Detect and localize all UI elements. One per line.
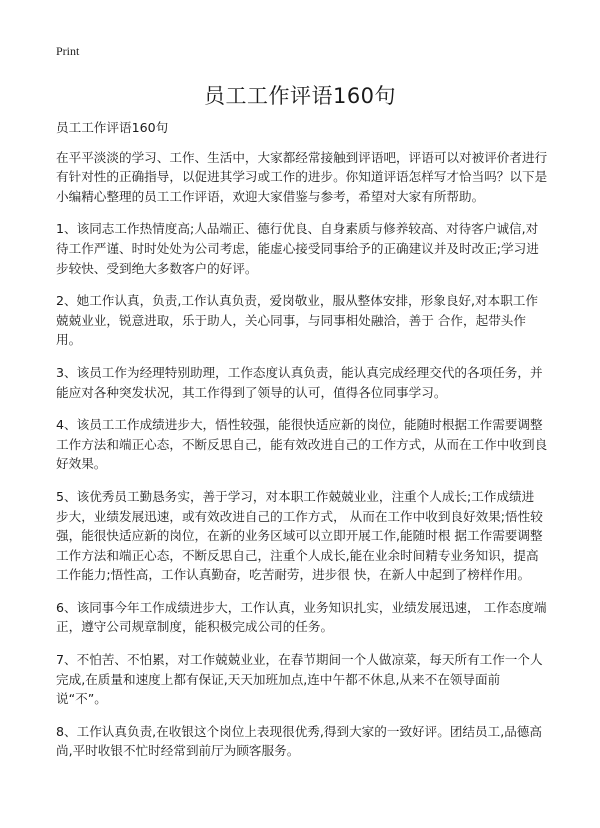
article-body xyxy=(56,118,548,774)
comment-paragraph-6: 6、该同事今年工作成绩进步大，工作认真，业务知识扎实，业绩发展迅速， 工作态度端正，遵守公司规章制度，能积极完成公司的任务。 xyxy=(56,599,547,635)
page-title: 员工工作评语160句 xyxy=(203,84,397,108)
intro-paragraph: 在平平淡淡的学习、工作、生活中，大家都经常接触到评语吧，评语可以对被评价者进行有针对性的正确指导，以促进其学习或工作的进步。你知道评语怎样写才恰当吗？以下是小编精心整理的员工工作评语，欢迎大家借鉴与参考，希望对大家有所帮助。 xyxy=(56,149,548,204)
comment-paragraph-8: 8、工作认真负责,在收银这个岗位上表现很优秀,得到大家的一致好评。团结员工,品德高尚,平时收银不忙时经常到前厅为顾客服务。 xyxy=(56,723,542,759)
comment-list xyxy=(56,219,548,761)
comment-paragraph-4: 4、该员工工作成绩进步大，悟性较强，能很快适应新的岗位，能随时根据工作需要调整工作方法和端正心态，不断反思自己，能有效改进自己的工作方式，从而在工作中收到良好效果。 xyxy=(56,417,548,472)
comment-paragraph-5: 5、该优秀员工勤恳务实，善于学习，对本职工作兢兢业业，注重个人成长;工作成绩进 步大，业绩发展迅速，或有效改进自己的工作方式， 从而在工作中收到良好效果;悟性较强，能很快适应新的岗位，在新的业务区域可以立即开展工作,能随时根 据工作需要调整工作方法和端正心态，不断反思自己，注重个人成长,能在业余时间精专业务知识，提高工作能力;悟性高，工作认真勤奋，吃苦耐劳，进步很 快，在新人中起到了榜样作用。 xyxy=(56,488,543,583)
print-link[interactable]: Print xyxy=(56,44,80,58)
comment-paragraph-3: 3、该员工作为经理特别助理，工作态度认真负责，能认真完成经理交代的各项任务，并能应对各种突发状况，其工作得到了领导的认可，值得各位同事学习。 xyxy=(56,364,543,400)
article-subtitle: 员工工作评语160句 xyxy=(56,120,169,135)
comment-paragraph-1: 1、该同志工作热情度高;人品端正、德行优良、自身素质与修养较高、对待客户诚信,对待工作严谨、时时处处为公司考虑，能虚心接受同事给予的正确建议并及时改正;学习进步较快、受到绝大多数客户的好评。 xyxy=(56,221,539,276)
comment-paragraph-7: 7、不怕苦、不怕累，对工作兢兢业业，在春节期间一个人做凉菜，每天所有工作一个人完成,在质量和速度上都有保证,天天加班加点,连中午都不休息,从来不在领导面前说“不”。 xyxy=(56,652,543,707)
comment-paragraph-2: 2、她工作认真，负责,工作认真负责，爱岗敬业，服从整体安排，形象良好,对本职工作兢兢业业，锐意进取，乐于助人，关心同事，与同事相处融洽，善于 合作，起带头作用。 xyxy=(56,293,538,348)
